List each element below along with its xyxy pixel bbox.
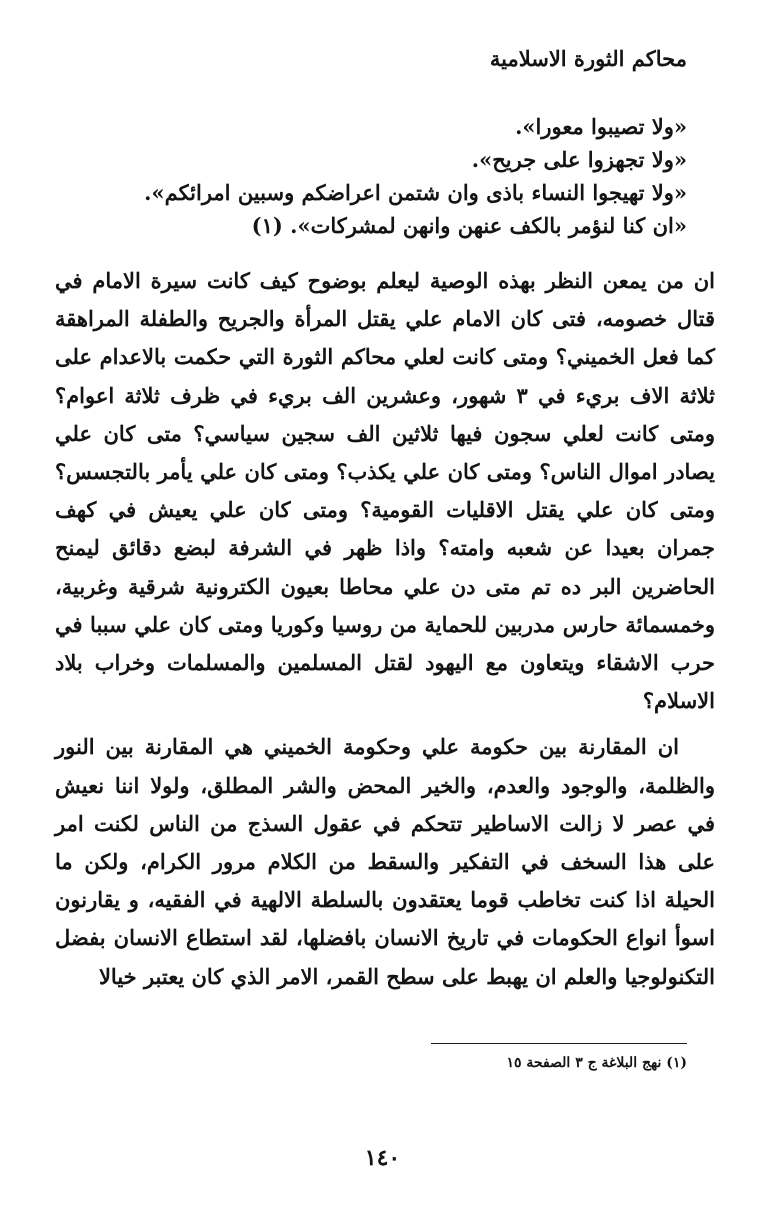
paragraph: ان المقارنة بين حكومة علي وحكومة الخميني هي المقارنة بين النور والظلمة، والوجود والعدم، والخير المحض والشر المطلق، ولولا اننا نعيش في عصر لا زالت الاساطير تتحكم في عقول السذج من الناس لكنت امر على هذا السخف في التفكير والسقط من الكلام مرور الكرام، ولكن ما الحيلة اذا كنت تخاطب قوما يعتقدون بالسلطة الالهية في الفقيه، و يقارنون اسوأ انواع الحكومات في تاريخ الانسان بافضلها، لقد استطاع الانسان بفضل التكنولوجيا والعلم ان يهبط على سطح القمر، الامر الذي كان يعتبر خيالا xyxy=(55,734,715,989)
quote-line: «ولا تجهزوا على جريح». xyxy=(471,147,687,172)
quote-line: «ولا تصيبوا معورا». xyxy=(515,114,687,139)
footnote: (١) نهج البلاغة ج ٣ الصفحة ١٥ xyxy=(506,1055,687,1071)
running-header: محاكم الثورة الاسلامية xyxy=(489,46,687,71)
body-text xyxy=(55,262,715,996)
quoted-sayings xyxy=(87,110,687,242)
page-number: ١٤٠ xyxy=(364,1145,401,1171)
quote-line: «ان كنا لنؤمر بالكف عنهن وانهن لمشركات». (١) xyxy=(251,213,687,238)
paragraph: ان من يمعن النظر بهذه الوصية ليعلم بوضوح كيف كانت سيرة الامام في قتال خصومه، فتى كان الامام علي يقتل المرأة والجريح والطفلة المراهقة كما فعل الخميني؟ ومتى كانت لعلي محاكم الثورة التي حكمت بالاعدام على ثلاثة الاف بريء في ٣ شهور، وعشرين الف بريء في ظرف ثلاثة اعوام؟ ومتى كانت لعلي سجون فيها ثلاثين الف سجين سياسي؟ متى كان علي يصادر اموال الناس؟ ومتى كان علي يكذب؟ ومتى كان علي يأمر بالتجسس؟ ومتى كان علي يقتل الاقليات القومية؟ ومتى كان علي يعيش في كهف جمران بعيدا عن شعبه وامته؟ واذا ظهر في الشرفة لبضع دقائق ليمنح الحاضرين البر ده تم متى دن علي محاطا بعيون الكترونية شرقية وغربية، وخمسمائة حارس مدربين للحماية من روسيا وكوريا ومتى كان علي سببا في حرب الاشقاء ويتعاون مع اليهود لقتل المسلمين والمسلمات وخراب بلاد الاسلام؟ xyxy=(55,268,716,714)
quote-line: «ولا تهيجوا النساء باذى وان شتمن اعراضكم وسبين امرائكم». xyxy=(144,180,687,205)
footnote-divider xyxy=(431,1043,687,1044)
